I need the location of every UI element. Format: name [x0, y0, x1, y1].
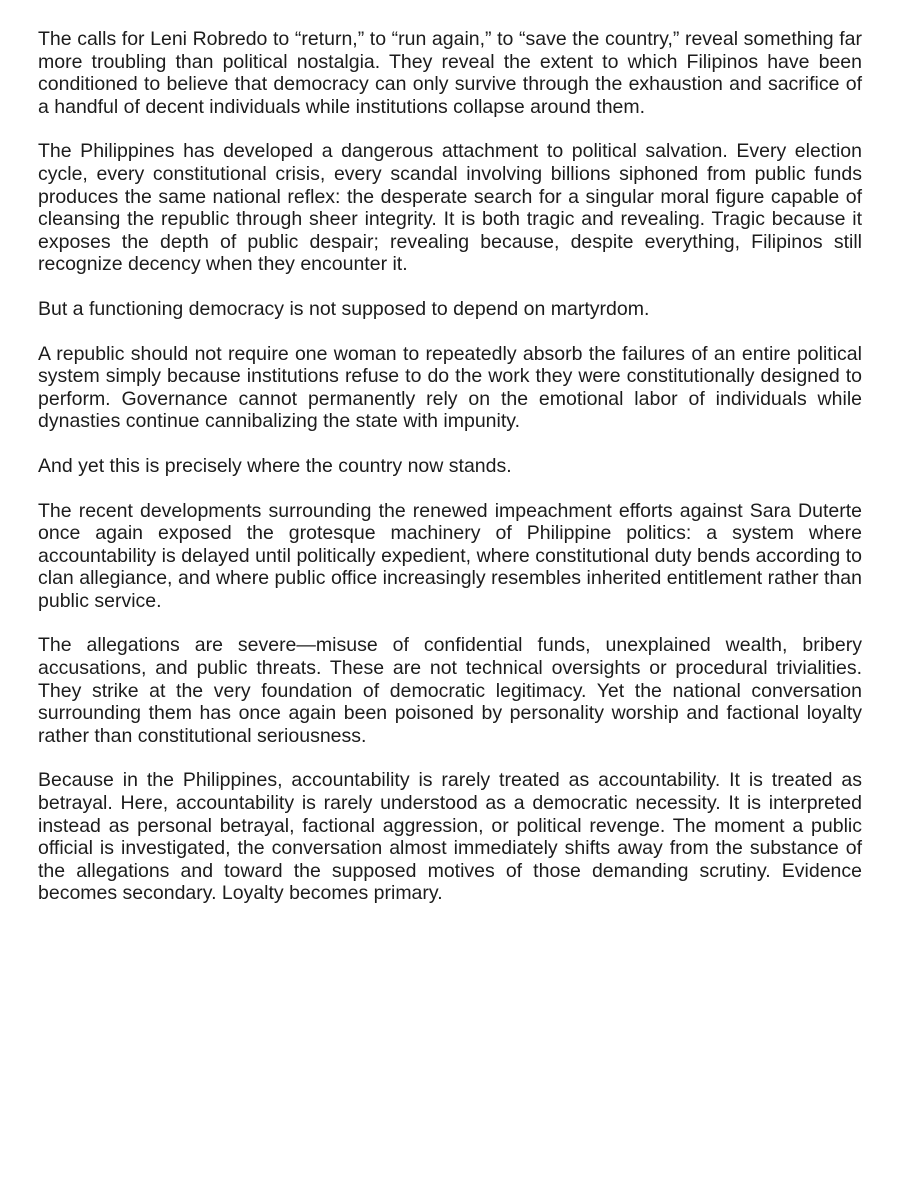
paragraph-1: The calls for Leni Robredo to “return,” to “run again,” to “save the country,” reveal something far more troubling than political nostalgia. They reveal the extent to which Filipinos have been conditioned to believe that democracy can only survive through the exhaustion and sacrifice of a handful of decent individuals while institutions collapse around them.: [38, 28, 862, 118]
paragraph-7: The allegations are severe—misuse of confidential funds, unexplained wealth, bribery accusations, and public threats. These are not technical oversights or procedural trivialities. They strike at the very foundation of democratic legitimacy. Yet the national conversation surrounding them has once again been poisoned by personality worship and factional loyalty rather than constitutional seriousness.: [38, 634, 862, 747]
paragraph-3: But a functioning democracy is not supposed to depend on martyrdom.: [38, 297, 650, 320]
paragraph-5: And yet this is precisely where the country now stands.: [38, 454, 512, 477]
paragraph-6: The recent developments surrounding the renewed impeachment efforts against Sara Duterte once again exposed the grotesque machinery of Philippine politics: a system where accountability is delayed until politically expedient, where constitutional duty bends according to clan allegiance, and where public office increasingly resembles inherited entitlement rather than public service.: [38, 499, 862, 612]
paragraph-8: Because in the Philippines, accountability is rarely treated as accountability. It is treated as betrayal. Here, accountability is rarely understood as a democratic necessity. It is interpreted instead as personal betrayal, factional aggression, or political revenge. The moment a public official is investigated, the conversation almost immediately shifts away from the substance of the allegations and toward the supposed motives of those demanding scrutiny. Evidence becomes secondary. Loyalty becomes primary.: [38, 769, 862, 905]
article-body: [38, 28, 862, 905]
paragraph-2: The Philippines has developed a dangerous attachment to political salvation. Every election cycle, every constitutional crisis, every scandal involving billions siphoned from public funds produces the same national reflex: the desperate search for a singular moral figure capable of cleansing the republic through sheer integrity. It is both tragic and revealing. Tragic because it exposes the depth of public despair; revealing because, despite everything, Filipinos still recognize decency when they encounter it.: [38, 140, 862, 276]
paragraph-4: A republic should not require one woman to repeatedly absorb the failures of an entire political system simply because institutions refuse to do the work they were constitutionally designed to perform. Governance cannot permanently rely on the emotional labor of individuals while dynasties continue cannibalizing the state with impunity.: [38, 342, 862, 433]
